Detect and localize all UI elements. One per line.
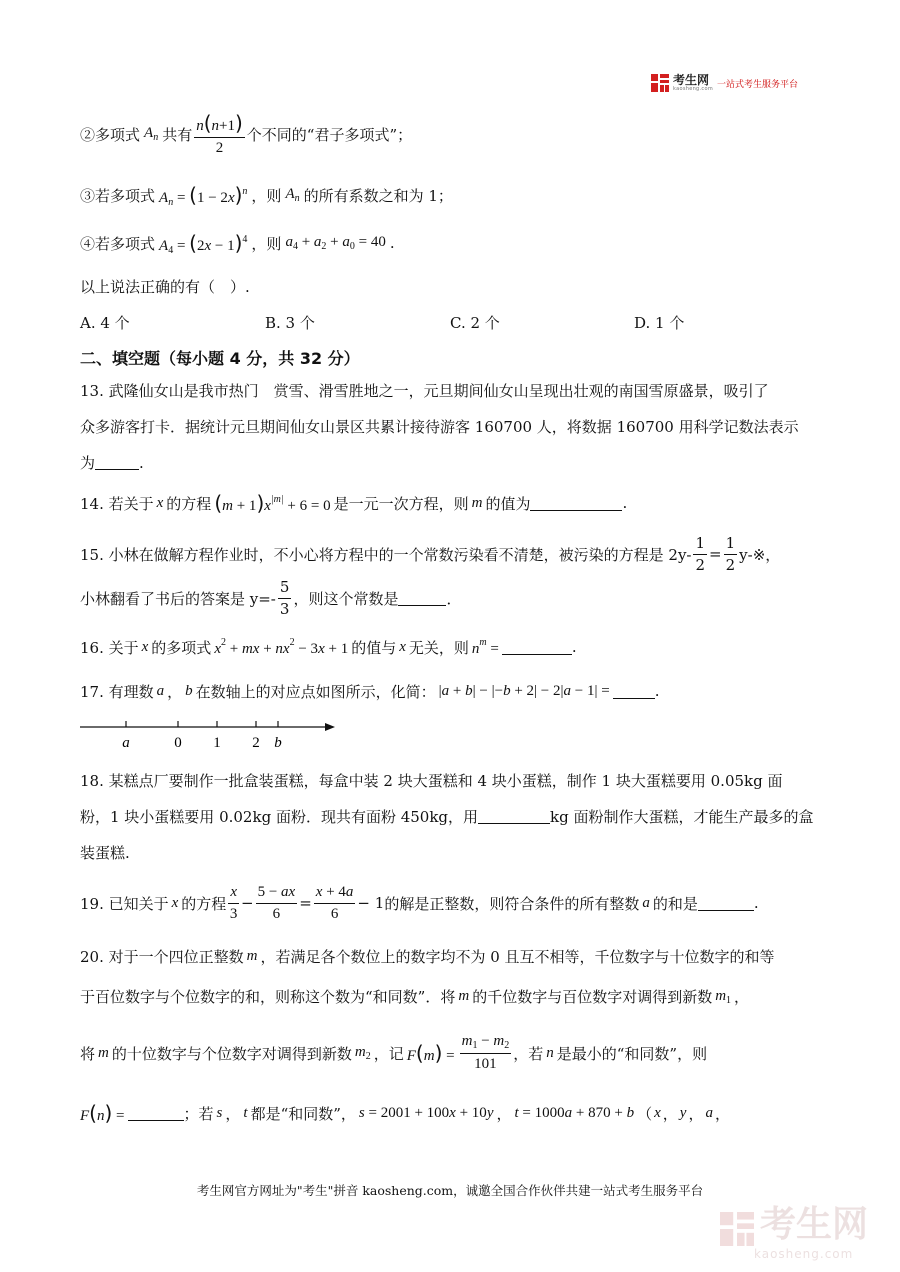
q20-line2: 于百位数字与个位数字的和，则称这个数为“和同数”．将 m 的千位数字与百位数字对调得到新数 $m_1$ ，: [80, 987, 750, 1006]
axis-label-1: 1: [213, 735, 221, 751]
q14-mid: 的方程: [166, 494, 212, 513]
number-line-figure: [80, 718, 340, 752]
q18-line1: 18. 某糕点厂要制作一批盒装蛋糕，每盒中装 2 块大蛋糕和 4 块小蛋糕，制作 1 块大蛋糕要用 0.05kg 面: [80, 772, 783, 790]
axis-label-0: 0: [174, 735, 182, 751]
q14: 14. 若关于 x 的方程 $(m + 1)x^{|m|} + 6 = 0$ 是一元一次方程，则 m 的值为 .: [80, 491, 628, 515]
q18-suffix: kg 面粉制作大蛋糕，才能生产最多的盒: [550, 808, 814, 826]
q15-line2-prefix: 小林翻看了书后的答案是 y=-: [80, 589, 276, 608]
q16-mid2: 的值与: [351, 638, 397, 657]
q20-line1: 20. 对于一个四位正整数 m ，若满足各个数位上的数字均不为 0 且互不相等，千位数字与十位数字的和等: [80, 948, 775, 966]
item-3-prefix: ③若多项式: [80, 186, 156, 205]
watermark-logo-icon: [720, 1212, 754, 1246]
q20-line4-end: （: [637, 1104, 653, 1123]
section-title: 二、填空题（每小题 4 分，共 32 分）: [80, 349, 360, 368]
answer-blank: [128, 1106, 184, 1121]
q20-line3-mid1: 的十位数字与个位数字对调得到新数: [111, 1044, 352, 1063]
q16-mid3: 无关，则: [408, 638, 469, 657]
answer-blank: [698, 896, 754, 911]
watermark-text: 考生网: [760, 1204, 869, 1245]
fraction: $\frac{x + 4a}{6}$: [315, 884, 354, 922]
axis-label-2: 2: [252, 735, 260, 751]
answer-blank: [398, 591, 446, 606]
fraction: $\frac{m_1 - m_2}{101}$: [461, 1033, 510, 1073]
prompt-text: 以上说法正确的有（ ）.: [80, 278, 250, 296]
q20-line2-prefix: 于百位数字与个位数字的和，则称这个数为“和同数”．将: [80, 988, 456, 1006]
q15-line1: [80, 532, 780, 576]
watermark-domain: kaosheng.com: [754, 1247, 854, 1261]
q19-mid: 的方程: [181, 894, 227, 913]
fraction: $\frac{1}{2}$: [695, 534, 706, 574]
watermark: [720, 1196, 868, 1261]
q13-suffix: .: [139, 454, 144, 472]
q19-end: .: [753, 894, 759, 912]
item-2-suffix: 个不同的“君子多项式”；: [246, 125, 413, 144]
fraction: $\frac{5}{3}$: [279, 578, 290, 618]
q20-line4-mid2: 都是“和同数”，: [250, 1104, 356, 1123]
q15-line2-suffix: ，则这个常数是: [293, 589, 399, 608]
item-3-suffix: 的所有系数之和为 1；: [303, 186, 453, 205]
item-4-tail: .: [389, 234, 395, 252]
q15-prefix: 15. 小林在做解方程作业时，不小心将方程中的一个常数污染看不清楚，被污染的方程是 2y-: [80, 545, 692, 564]
fraction: $\frac{x}{3}$: [229, 884, 238, 922]
q20-line3: 将 m 的十位数字与个位数字对调得到新数 $m_2$ ，记 F(m) = $\frac{m_1 - m_2}{101}$ ，若 n 是最小的“和同数”，则: [80, 1033, 708, 1073]
q13-line2: 众多游客打卡．据统计元旦期间仙女山景区共累计接待游客 160700 人，将数据 160700 用科学记数法表示: [80, 418, 799, 436]
q19-suffix: 的和是: [652, 894, 698, 913]
q16-end: .: [571, 638, 577, 656]
answer-blank: [613, 684, 655, 699]
answer-blank: [95, 455, 139, 470]
kaosheng-logo-icon: [651, 74, 669, 92]
brand-domain: kaosheng.com: [673, 86, 713, 92]
q19-after: 的解是正整数，则符合条件的所有整数: [384, 894, 640, 913]
q18-line3: 装蛋糕.: [80, 844, 130, 862]
q14-prefix: 14. 若关于: [80, 494, 154, 513]
number-line-arrow: [325, 723, 335, 731]
fraction: $\frac{n(n+1)}{2}$: [196, 111, 243, 156]
q15-eq: =: [709, 545, 722, 563]
q17: 17. 有理数 a ， b 在数轴上的对应点如图所示，化简： |a + b| − |−b + 2| − 2|a − 1| = .: [80, 682, 660, 701]
q19-prefix: 19. 已知关于: [80, 894, 169, 913]
header-logo: [651, 74, 798, 92]
axis-label-a: a: [122, 735, 130, 751]
item-2: ②多项式 $A_n$ 共有 $\frac{n(n+1)}{2}$ 个不同的“君子多项式”；: [80, 111, 413, 156]
answer-blank: [530, 496, 622, 511]
q18-line2: [80, 806, 814, 827]
q15-suffix: y-※，: [739, 545, 781, 564]
option-c: C. 2 个: [450, 314, 500, 332]
q20-line3-prefix: 将: [80, 1044, 96, 1063]
q20-line3-suffix: 是最小的“和同数”，则: [556, 1044, 708, 1063]
answer-blank: [478, 809, 550, 824]
q13-prefix: 为: [80, 454, 96, 472]
item-2-prefix: ②多项式: [80, 125, 141, 144]
q14-end: .: [622, 494, 628, 512]
fraction: $\frac{5 - ax}{6}$: [257, 884, 296, 922]
item-4-prefix: ④若多项式: [80, 234, 156, 253]
item-4: ④若多项式 $A_4 = (2x - 1)^4$ ，则 $a_4 + a_2 + a_0 = 40$ .: [80, 230, 395, 256]
q16-prefix: 16. 关于: [80, 638, 139, 657]
q20-line3-mid2: ，记: [373, 1044, 404, 1063]
q16: 16. 关于 x 的多项式 $x^2$ + mx + $nx^2 - 3x + 1$ 的值与 x 无关，则 $n^m$ = .: [80, 636, 577, 657]
option-b: B. 3 个: [265, 314, 315, 332]
q16-mid1: 的多项式: [151, 638, 212, 657]
q17-mid: 在数轴上的对应点如图所示，化简：: [195, 682, 436, 701]
page-footer: 考生网官方网址为"考生"拼音 kaosheng.com，诚邀全国合作伙伴共建一站式考生服务平台: [196, 1183, 704, 1198]
q17-prefix: 17. 有理数: [80, 682, 154, 701]
fraction: $\frac{1}{2}$: [725, 534, 736, 574]
q15-line2: [80, 576, 461, 620]
item-3: ③若多项式 $A_n = (1 - 2x)^n$ ，则 $A_n$ 的所有系数之和为 1；: [80, 182, 453, 208]
answer-blank: [502, 640, 572, 655]
q20-line1-suffix: ，若满足各个数位上的数字均不为 0 且互不相等，千位数字与十位数字的和等: [260, 948, 775, 966]
option-d: D. 1 个: [634, 314, 685, 332]
q20-line1-prefix: 20. 对于一个四位正整数: [80, 948, 244, 966]
item-3-mid: ，则: [251, 186, 282, 205]
q19: 19. 已知关于 x 的方程 $\frac{x}{3}$ − $\frac{5 - ax}{6}$ = $\frac{x + 4a}{6}$ − 1 的解是正整数，则符合条件的所有整数 a 的和是 .: [80, 884, 759, 922]
q20-line4: F(n) = ；若 s ， t 都是“和同数”， s = 2001 + 100x + 10y ， t = 1000a + 870 + b （ x ， y ， a ，: [80, 1101, 730, 1125]
q13-line3: [80, 452, 144, 473]
q20-line4-mid1: ；若: [183, 1104, 214, 1123]
q13-line1: 13. 武隆仙女山是我市热门 赏雪、滑雪胜地之一，元旦期间仙女山呈现出壮观的南国雪原盛景，吸引了: [80, 382, 769, 400]
q14-after: 是一元一次方程，则: [333, 494, 469, 513]
item-4-mid: ，则: [251, 234, 282, 253]
q15-line2-end: ．: [446, 589, 462, 608]
item-2-mid: 共有: [162, 125, 193, 144]
q20-line2-suffix: 的千位数字与百位数字对调得到新数: [472, 988, 713, 1006]
q14-suffix: 的值为: [485, 494, 531, 513]
q17-end: .: [654, 682, 660, 700]
q20-line3-mid3: ，若: [513, 1044, 544, 1063]
option-a: A. 4 个: [80, 314, 130, 332]
q18-prefix: 粉，1 块小蛋糕要用 0.02kg 面粉．现共有面粉 450kg，用: [80, 808, 479, 826]
brand-name: 考生网: [673, 73, 710, 87]
axis-label-b: b: [274, 735, 282, 751]
brand-slogan: 一站式考生服务平台: [717, 79, 799, 90]
